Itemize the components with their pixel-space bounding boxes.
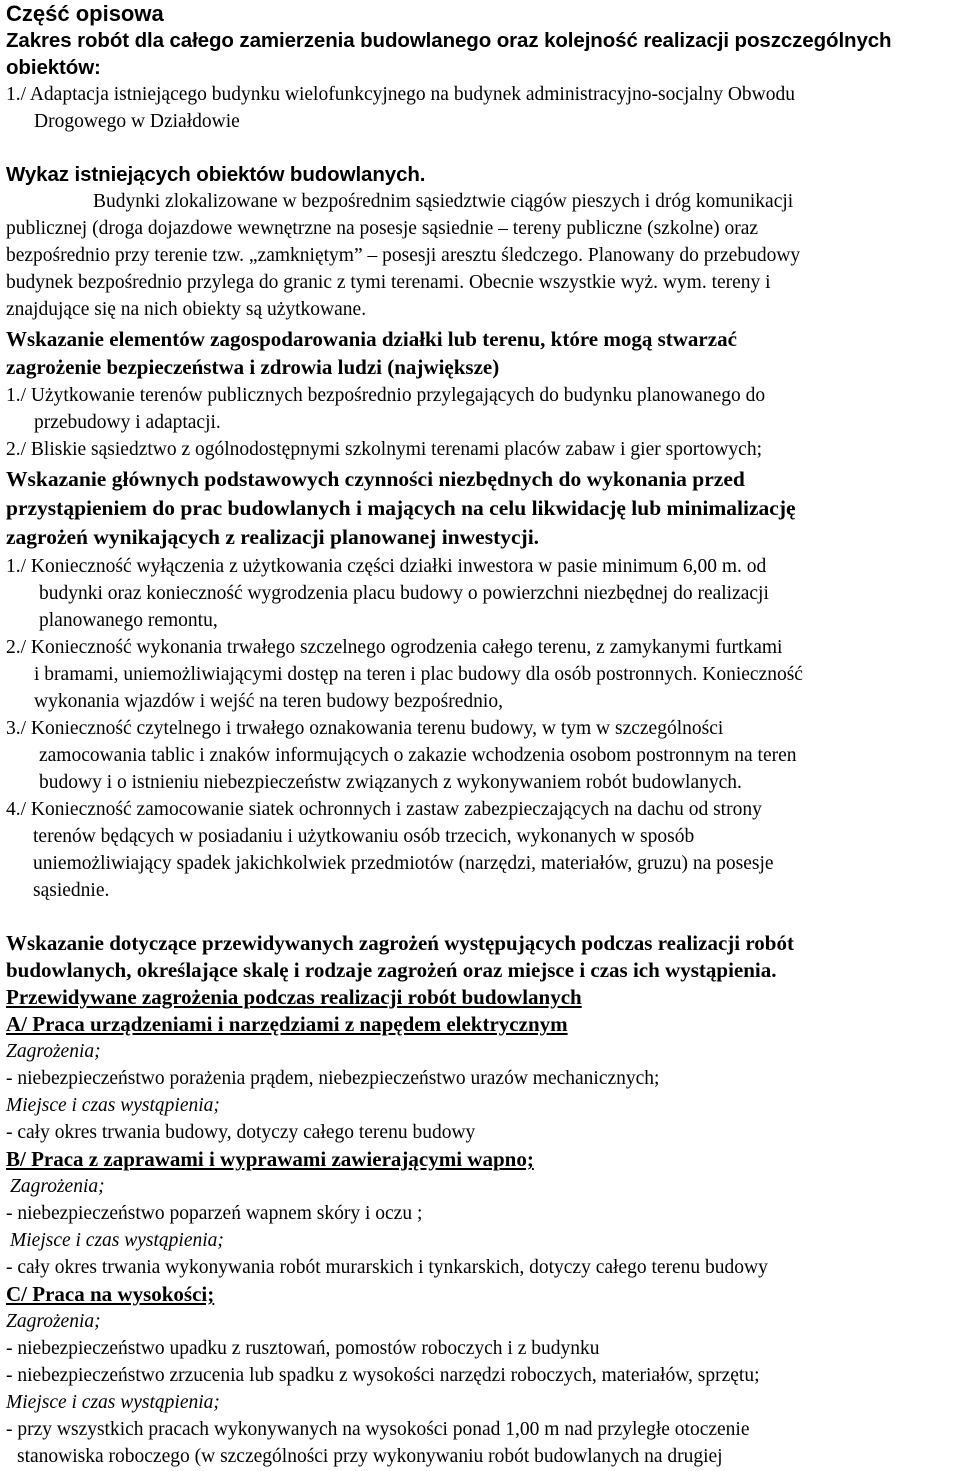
existing-paragraph-line5: znajdujące się na nich obiekty są użytkowane.	[6, 299, 367, 320]
main-item4-line1: 4./ Konieczność zamocowanie siatek ochronnych i zastaw zabezpieczających na dachu od strony	[6, 799, 762, 820]
main-item2-line2: i bramami, uniemożliwiającymi dostęp na teren i plac budowy dla osób postronnych. Konieczność	[34, 664, 803, 685]
main-actions-heading-line3: zagrożeń wynikających z realizacji planowanej inwestycji.	[6, 525, 540, 549]
section-b-threats: - niebezpieczeństwo poparzeń wapnem skóry i oczu ;	[6, 1203, 423, 1224]
main-actions-heading-line1: Wskazanie głównych podstawowych czynności niezbędnych do wykonania przed	[6, 467, 745, 491]
main-item2-line1: 2./ Konieczność wykonania trwałego szczelnego ogrodzenia całego terenu, z zamykanymi furtkami	[6, 637, 783, 658]
main-item4-line2: terenów będących w posiadaniu i użytkowaniu osób trzecich, wykonanych w sposób	[33, 826, 695, 847]
scope-heading-line2: obiektów:	[6, 56, 101, 79]
hazard-item1-line2: przebudowy i adaptacji.	[34, 412, 221, 433]
section-b-where-label: Miejsce i czas wystąpienia;	[10, 1230, 224, 1251]
section-c-where-line1: - przy wszystkich pracach wykonywanych na wysokości ponad 1,00 m nad przyległe otoczenie	[6, 1419, 750, 1440]
section-c-where-line2: stanowiska roboczego (w szczególności przy wykonywaniu robót budowlanych na drugiej	[17, 1446, 723, 1467]
main-item1-line2: budynki oraz konieczność wygrodzenia placu budowy o powierzchni niezbędnej do realizacji	[39, 583, 769, 604]
main-item2-line3: wykonania wjazdów i wejść na teren budowy bezpośrednio,	[34, 691, 503, 712]
main-item4-line3: uniemożliwiający spadek jakichkolwiek przedmiotów (narzędzi, materiałów, gruzu) na posesje	[33, 853, 774, 874]
main-item1-line1: 1./ Konieczność wyłączenia z użytkowania części działki inwestora w pasie minimum 6,00 m. od	[6, 556, 767, 577]
scope-item1-line1: 1./ Adaptacja istniejącego budynku wielofunkcyjnego na budynek administracyjno-socjalny Obwodu	[6, 84, 796, 105]
hazard-item1-line1: 1./ Użytkowanie terenów publicznych bezpośrednio przylegających do budynku planowanego do	[6, 385, 766, 406]
hazard-heading-line2: zagrożenie bezpieczeństwa i zdrowia ludzi (największe)	[6, 355, 500, 379]
main-actions-heading-line2: przystąpieniem do prac budowlanych i mających na celu likwidację lub minimalizację	[6, 496, 796, 520]
hazard-heading-line1: Wskazanie elementów zagospodarowania działki lub terenu, które mogą stwarzać	[6, 327, 737, 351]
main-item3-line3: budowy i o istnieniu niebezpieczeństw związanych z wykonywaniem robót budowlanych.	[39, 772, 742, 793]
scope-heading-line1: Zakres robót dla całego zamierzenia budowlanego oraz kolejność realizacji poszczególnych	[6, 29, 892, 52]
document-heading: Część opisowa	[6, 1, 164, 26]
main-item3-line2: zamocowania tablic i znaków informujących o zakazie wchodzenia osobom postronnym na teren	[39, 745, 797, 766]
existing-paragraph-line4: budynek bezpośrednio przylega do granic z tymi terenami. Obecnie wszystkie wyż. wym. tereny i	[6, 272, 771, 293]
scope-item1-line2: Drogowego w Działdowie	[34, 111, 240, 132]
section-a-title: A/ Praca urządzeniami i narzędziami z napędem elektrycznym	[6, 1012, 568, 1036]
forecast-heading-line1: Wskazanie dotyczące przewidywanych zagrożeń występujących podczas realizacji robót	[6, 931, 794, 955]
section-a-threats: - niebezpieczeństwo porażenia prądem, niebezpieczeństwo urazów mechanicznych;	[6, 1068, 660, 1089]
existing-paragraph-line3: bezpośrednio przy terenie tzw. „zamkniętym” – posesji aresztu śledczego. Planowany do przebudowy	[6, 245, 801, 266]
section-a-where: - cały okres trwania budowy, dotyczy całego terenu budowy	[6, 1122, 476, 1143]
main-item3-line1: 3./ Konieczność czytelnego i trwałego oznakowania terenu budowy, w tym w szczególności	[6, 718, 724, 739]
forecast-heading-line2: budowlanych, określające skalę i rodzaje zagrożeń oraz miejsce i czas ich wystąpienia.	[6, 958, 777, 982]
existing-objects-heading: Wykaz istniejących obiektów budowlanych.	[6, 163, 426, 186]
main-item4-line4: sąsiednie.	[33, 880, 110, 901]
section-a-where-label: Miejsce i czas wystąpienia;	[6, 1095, 220, 1116]
section-b-threats-label: Zagrożenia;	[10, 1176, 105, 1197]
section-c-title: C/ Praca na wysokości;	[6, 1282, 215, 1306]
existing-paragraph-line1: Budynki zlokalizowane w bezpośrednim sąsiedztwie ciągów pieszych i dróg komunikacji	[93, 191, 794, 212]
existing-paragraph-line2: publicznej (droga dojazdowe wewnętrzne na posesje sąsiednie – tereny publiczne (szkolne) oraz	[6, 218, 759, 239]
section-c-threat2: - niebezpieczeństwo zrzucenia lub spadku z wysokości narzędzi roboczych, materiałów, sprzętu;	[6, 1365, 760, 1386]
section-c-threats-label: Zagrożenia;	[6, 1311, 101, 1332]
main-item1-line3: planowanego remontu,	[39, 610, 218, 631]
section-b-where: - cały okres trwania wykonywania robót murarskich i tynkarskich, dotyczy całego terenu budowy	[6, 1257, 768, 1278]
section-b-title: B/ Praca z zaprawami i wyprawami zawierającymi wapno;	[6, 1147, 534, 1171]
section-c-where-label: Miejsce i czas wystąpienia;	[6, 1392, 220, 1413]
section-a-threats-label: Zagrożenia;	[6, 1041, 101, 1062]
hazard-item2: 2./ Bliskie sąsiedztwo z ogólnodostępnymi szkolnymi terenami placów zabaw i gier sportowych;	[6, 439, 763, 460]
forecast-subheading: Przewidywane zagrożenia podczas realizacji robót budowlanych	[6, 985, 582, 1009]
section-c-threat1: - niebezpieczeństwo upadku z rusztowań, pomostów roboczych i z budynku	[6, 1338, 600, 1359]
